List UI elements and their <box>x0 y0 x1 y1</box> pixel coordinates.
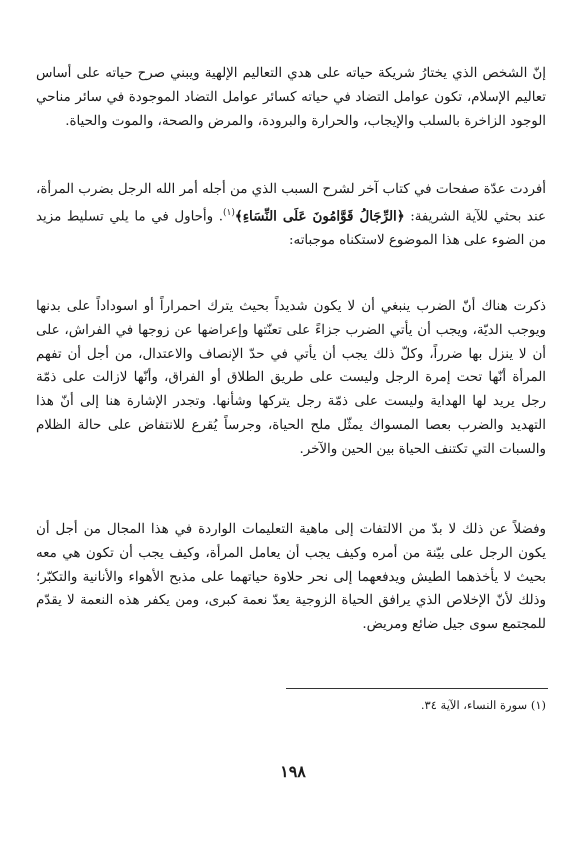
paragraph-2 <box>36 178 546 253</box>
footnote: (١) سورة النساء، الآية ٣٤. <box>420 698 546 712</box>
page-number: ١٩٨ <box>280 762 306 781</box>
paragraph-2-intro: أفردت عدّة صفحات في كتاب آخر لشرح السبب الذي من أجله أمر الله الرجل بضرب المرأة، عند بحثي للآية الشريفة: <box>36 182 546 225</box>
paragraph-4 <box>36 518 546 637</box>
paragraph-1-text: إنّ الشخص الذي يختارُ شريكة حياته على هدي التعاليم الإلهية ويبني صرح حياته على أساس تعاليم الإسلام، تكون عوامل التضاد في حياته كسائر عوامل التضاد الموجودة في سائر مناحي الوجود الزاخرة بالسلب والإيجاب، والحرارة والبرودة، والمرض والصحة، والموت والحياة. <box>36 66 546 129</box>
paragraph-4-text: وفضلاً عن ذلك لا بدّ من الالتفات إلى ماهية التعليمات الواردة في هذا المجال من أجل أن يكون الرجل على بيّنة من أمره وكيف يجب أن يعامل المرأة، وكيف يجب أن تكون هي معه بحيث لا يأخذهما الطيش ويدفعهما إلى نحر حلاوة حياتهما على مذبح الأهواء والأنانية والتكبّر؛ وذلك لأنّ الإخلاص الذي يرافق الحياة الزوجية يعدّ نعمة كبرى، ومن يكفر هذه النعمة لا يقدّم للمجتمع سوى جيل ضائع ومريض. <box>36 522 546 633</box>
paragraph-2-continuation: . وأحاول في ما يلي تسليط مزيد من الضوء على هذا الموضوع لاستكناه موجباته: <box>36 209 546 249</box>
footnote-reference: (١) <box>222 207 235 218</box>
paragraph-3 <box>36 295 546 462</box>
paragraph-3-text: ذكرت هناك أنّ الضرب ينبغي أن لا يكون شديداً بحيث يترك احمراراً أو اسوداداً على بدنها ويوجب الديّة، ويجب أن يأتي الضرب جزاءً على تعنّتها وإعراضها عن زوجها في الفراش، على أن لا ينزل بها ضرراً، وكلّ ذلك يجب أن يأتي في حدّ الإنصاف والاعتدال، من أجل أن تفهم المرأة أنّها تحت إمرة الرجل وليست على طريق الطلاق أو الفراق، وأنّها لازالت على ذمّة رجل يريد لها الهداية وليست على ذمّة رجل يتركها وشأنها. وتجدر الإشارة هنا إلى أنّ هذا التهديد والضرب بعصا المسواك يمثّل ملح الحياة، وجرساً يُقرع للانتفاض على حالة الظلام والسبات التي تكتنف الحياة بين الحين والآخر. <box>36 299 546 457</box>
paragraph-1 <box>36 62 546 133</box>
quran-verse: ﴿الرِّجَالُ قَوَّامُونَ عَلَى النِّسَاءِ﴾ <box>234 208 405 225</box>
footnote-divider <box>286 688 548 689</box>
